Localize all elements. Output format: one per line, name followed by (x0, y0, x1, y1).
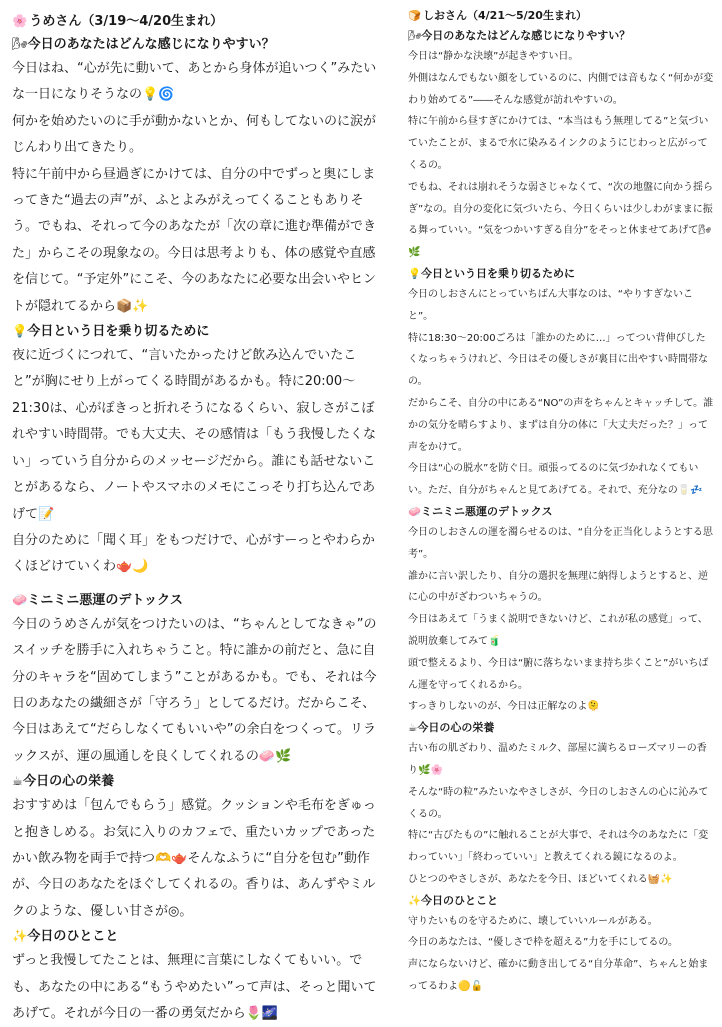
heading-icon: 🌬 (12, 37, 28, 51)
paragraph: 今日のあなたは、“優しさで枠を超える”力を手にしてるの。 (408, 937, 678, 949)
paragraph: 夜に近づくにつれて、“言いたかったけど飲み込んでいたこと”が胸にせり上がってくる時間があるかも。特に20:00〜21:30は、心がぽきっと折れそうになるくらい、寂しさがこぼれやすい時間帯。でも大丈夫、その感情は「もう我慢したくない」っていう自分からのメッセージだから。誰にも話せないことがあるなら、ノートやスマホのメモにこっそり打ち込んであげて📝 (12, 348, 377, 522)
paragraph: すっきりしないのが、今日は正解なのよ🫠 (408, 701, 600, 713)
paragraph: 今日のしおさんの運を濁らせるのは、“自分を正当化しようとする思考”。 (408, 526, 713, 560)
section-heading (12, 589, 378, 612)
heading-icon: 🧼 (12, 592, 28, 607)
heading-icon: ☕ (408, 722, 418, 735)
paragraph: でもね、それは崩れそうな弱さじゃなくて、“次の地盤に向かう揺らぎ”なの。自分の変化に気づいたら、今日くらいは少しわがままに振る舞っていい。“気をつかいすぎる自分”をそっと休ませてあげて🌬🌿 (408, 181, 713, 259)
paragraph: 特に午前中から昼過ぎにかけては、自分の中でずっと奥にしまってきた“過去の声”が、ふとよみがえってくることもありそう。でもね、それって今のあなたが「次の章に進む準備ができた」からこその現象なの。今日は思考よりも、体の感覚や直感を信じて。“予定外”にこそ、今のあなたに必要な出会いやヒントが隠れてるから📦✨ (12, 166, 377, 314)
spacer (12, 581, 378, 589)
paragraph: 自分のために「聞く耳」をもつだけで、心がすーっとやわらかくほどけていくわ🫖🌙 (12, 532, 375, 575)
paragraph: 今日は“静かな決壊”が起きやすい日。 (408, 51, 579, 62)
paragraph: そんな“時の粒”みたいなやさしさが、今日のしおさんの心に沁みてくるの。 (408, 786, 709, 820)
section-heading (408, 26, 714, 46)
section-heading (408, 502, 714, 522)
paragraph: 外側はなんでもない顔をしているのに、内側では音もなく“何かが変わり始めてる”――そんな感覚が訪れやすいの。 (408, 72, 714, 106)
heading-text: 今日のひとこと (27, 929, 119, 945)
bread-icon: 🍞 (408, 10, 421, 22)
left-content (12, 33, 378, 1027)
section-heading (408, 718, 714, 738)
heading-text: 今日の心の栄養 (417, 721, 495, 735)
paragraph: ずっと我慢してたことは、無理に言葉にしなくてもいい。でも、あなたの中にある“もうやめたい”って声は、そっと聞いてあげて。それが今日の一番の勇気だから🌷🌌 (12, 953, 377, 1021)
section-title-text: しおさん（4/21〜5/20生まれ） (423, 9, 587, 22)
heading-icon: 💡 (12, 324, 28, 339)
paragraph: だからこそ、自分の中にある“NO”の声をちゃんとキャッチして。誰かの気分を晴らすより、まずは自分の体に「大丈夫だった？」って声をかけて。 (408, 397, 714, 453)
left-column (12, 0, 378, 1027)
heading-text: 今日の心の栄養 (23, 774, 115, 790)
paragraph: 何かを始めたいのに手が動かないとか、何もしてないのに涙がじんわり出てきたり。 (12, 113, 377, 156)
heading-text: 今日という日を乗り切るために (421, 266, 575, 280)
paragraph: 今日のしおさんにとっていちばん大事なのは、“やりすぎないこと”。 (408, 288, 693, 322)
section-title-ume (12, 10, 378, 33)
paragraph: 特に午前から昼すぎにかけては、“本当はもう無理してる”と気づいていたことが、まるで水に染みるインクのようにじわっと広がってくるの。 (408, 116, 709, 171)
section-title-shio (408, 6, 714, 26)
paragraph: 今日のうめさんが気をつけたいのは、“ちゃんとしてなきゃ”のスイッチを勝手に入れちゃうこと。特に誰かの前だと、急に自分のキャラを“固めてしまう”ことがあるかも。でも、それは今日のあなたの繊細さが「守ろう」としてるだけ。だからこそ、今日はあえて“だらしなくてもいいや”の余白をつくって。リラックスが、運の風通しを良くしてくれるの🧼🌿 (12, 616, 377, 764)
section-heading (12, 770, 378, 793)
paragraph: 古い布の肌ざわり、温めたミルク、部屋に満ちるローズマリーの香り🌿🌸 (408, 743, 707, 776)
section-heading (12, 925, 378, 948)
heading-text: 今日のあなたはどんな感じになりやすい？ (421, 29, 631, 42)
heading-icon: ✨ (408, 894, 421, 907)
heading-icon: 🌬 (408, 30, 422, 42)
section-title-text: うめさん（3/19〜4/20生まれ） (29, 14, 224, 29)
heading-icon: ✨ (12, 929, 28, 944)
section-heading (12, 33, 378, 56)
cherry-blossom-icon: 🌸 (12, 14, 28, 28)
heading-icon: 💡 (408, 267, 421, 280)
paragraph: 頭で整えるより、今日は“腑に落ちないまま持ち歩くこと”がいちばん運を守ってくれるから。 (408, 657, 709, 691)
heading-text: ミニミニ悪運のデトックス (421, 504, 553, 518)
right-column (408, 0, 714, 998)
paragraph: 守りたいものを守るために、壊していいルールがある。 (408, 915, 658, 927)
heading-text: 今日のひとこと (421, 893, 498, 907)
paragraph: 誰かに言い訳したり、自分の選択を無理に納得しようとすると、逆に心の中がざわついちゃうの。 (408, 570, 708, 604)
section-heading (408, 891, 714, 911)
paragraph: 今日は“心の脱水”を防ぐ日。頑張ってるのに気づかれなくてもいい。ただ、自分がちゃんと見てあげてる。それで、充分なの🥛💤 (408, 463, 703, 497)
paragraph: 特に18:30〜20:00ごろは「誰かのために…」ってつい背伸びしたくなっちゃうけれど、今日はその優しさが裏目に出やすい時間帯なの。 (408, 332, 708, 388)
heading-text: 今日という日を乗り切るために (27, 324, 210, 340)
heading-icon: 🧼 (408, 505, 421, 518)
heading-icon: ☕ (12, 774, 24, 789)
paragraph: 今日はあえて「うまく説明できないけど、これが私の感覚」って、説明放棄してみて🧃 (408, 614, 708, 647)
heading-text: 今日のあなたはどんな感じになりやすい？ (27, 37, 275, 52)
paragraph: ひとつのやさしさが、あなたを今日、ほどいてくれる🧺✨ (408, 873, 673, 885)
right-content (408, 26, 714, 998)
paragraph: おすすめは「包んでもらう」感覚。クッションや毛布をぎゅっと抱きしめる。お気に入りのカフェで、重たいカップであったかい飲み物を両手で持つ🫶🫖そんなふうに“自分を包む”動作が、今日のあなたをほぐしてくれるの。香りは、あんずやミルクのような、優しい甘さが◎。 (12, 798, 376, 919)
paragraph: 今日はね、“心が先に動いて、あとから身体が追いつく”みたいな一日になりそうなの💡🌀 (12, 61, 377, 103)
section-heading (12, 320, 378, 343)
paragraph: 声にならないけど、確かに動き出してる“自分革命”、ちゃんと始まってるわよ🟡🔓 (408, 959, 709, 993)
heading-text: ミニミニ悪運のデトックス (27, 592, 183, 608)
paragraph: 特に“古びたもの”に触れることが大事で、それは今のあなたに「変わっていい」「終わっていい」と教えてくれる鏡になるのよ。 (408, 830, 709, 864)
section-heading (408, 264, 714, 284)
